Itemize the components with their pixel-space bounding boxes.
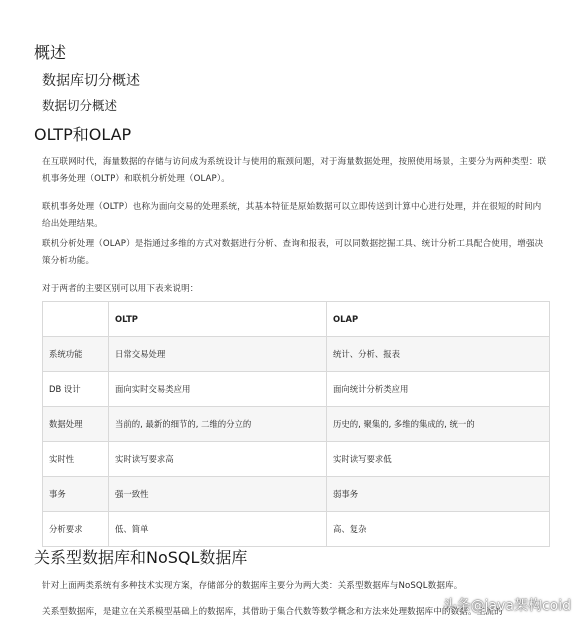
table-cell: 强一致性 <box>109 477 327 512</box>
heading-relational-nosql: 关系型数据库和NoSQL数据库 <box>34 548 248 567</box>
paragraph-olap-desc: 联机分析处理（OLAP）是指通过多维的方式对数据进行分析、查询和报表，可以同数据挖掘工具、统计分析工具配合使用，增强决策分析功能。 <box>42 239 544 266</box>
table-cell: 实时读写要求低 <box>327 442 550 477</box>
table-cell: 事务 <box>43 477 109 512</box>
table-row <box>43 512 550 547</box>
table-header-cell <box>43 302 109 337</box>
heading-oltp-olap: OLTP和OLAP <box>34 125 132 144</box>
paragraph-relational-intro: 针对上面两类系统有多种技术实现方案，存储部分的数据库主要分为两大类：关系型数据库与NoSQL数据库。 <box>42 581 463 591</box>
table-cell: 日常交易处理 <box>109 337 327 372</box>
paragraph-intro: 在互联网时代，海量数据的存储与访问成为系统设计与使用的瓶颈问题，对于海量数据处理，按照使用场景，主要分为两种类型：联机事务处理（OLTP）和联机分析处理（OLAP）。 <box>42 157 547 184</box>
table-row <box>43 407 550 442</box>
heading-db-sharding-overview: 数据库切分概述 <box>42 73 140 89</box>
heading-data-sharding-overview: 数据切分概述 <box>42 98 118 113</box>
table-cell: 面向统计分析类应用 <box>327 372 550 407</box>
table-row <box>43 442 550 477</box>
paragraph-table-intro: 对于两者的主要区别可以用下表来说明： <box>42 284 199 294</box>
table-header-row <box>43 302 550 337</box>
table-cell: 实时读写要求高 <box>109 442 327 477</box>
table-cell: 当前的, 最新的细节的, 二维的分立的 <box>109 407 327 442</box>
table-cell: 实时性 <box>43 442 109 477</box>
paragraph-oltp-desc: 联机事务处理（OLTP）也称为面向交易的处理系统，其基本特征是原始数据可以立即传送到计算中心进行处理，并在很短的时间内给出处理结果。 <box>42 202 542 229</box>
comparison-table <box>42 301 550 547</box>
table-cell: 数据处理 <box>43 407 109 442</box>
table-cell: 低、简单 <box>109 512 327 547</box>
table-cell: 分析要求 <box>43 512 109 547</box>
table-cell: 统计、分析、报表 <box>327 337 550 372</box>
table-header-cell: OLTP <box>109 302 327 337</box>
table-cell: 高、复杂 <box>327 512 550 547</box>
table-cell: 系统功能 <box>43 337 109 372</box>
table-header-cell: OLAP <box>327 302 550 337</box>
table-row <box>43 372 550 407</box>
table-cell: 历史的, 聚集的, 多维的集成的, 统一的 <box>327 407 550 442</box>
table-cell: DB 设计 <box>43 372 109 407</box>
table-row <box>43 477 550 512</box>
heading-overview: 概述 <box>34 43 67 62</box>
table-cell: 弱事务 <box>327 477 550 512</box>
table-row <box>43 337 550 372</box>
paragraph-relational-desc: 关系型数据库，是建立在关系模型基础上的数据库，其借助于集合代数等数学概念和方法来处理数据库中的数据。主流的 <box>42 607 503 617</box>
table-cell: 面向实时交易类应用 <box>109 372 327 407</box>
watermark-text: 头条@java架构coid <box>442 598 571 614</box>
